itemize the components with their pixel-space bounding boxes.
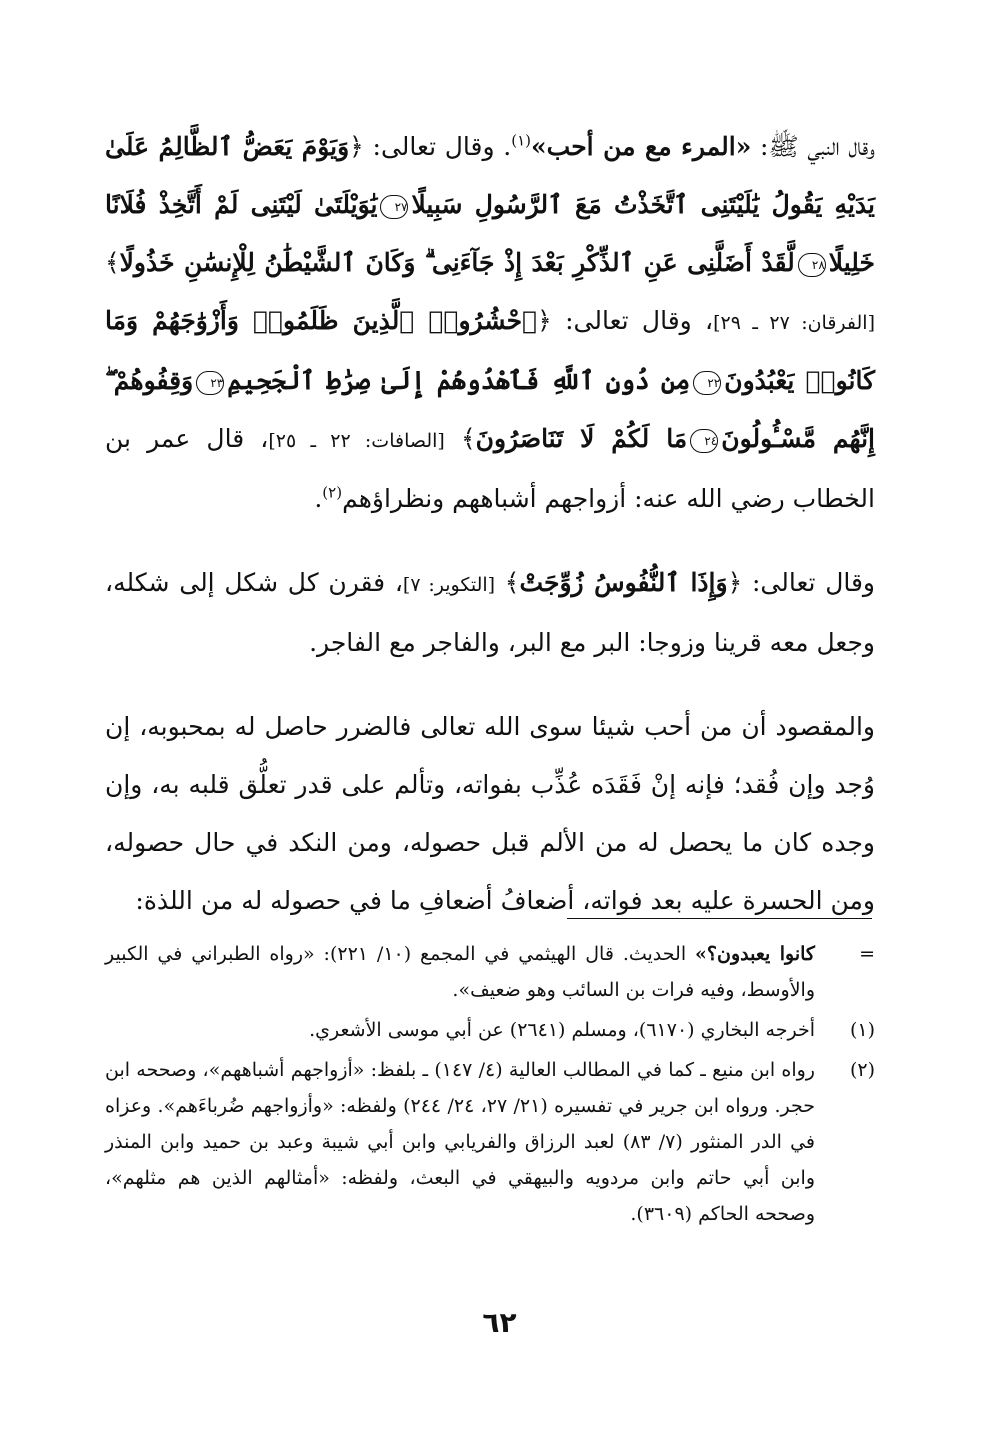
intro-text: وقال النبي ﷺ:	[751, 132, 876, 161]
text-segment: . وقال تعالى:	[363, 132, 512, 161]
text-segment: ، فقرن كل شكل إلى شكله، وجعل معه قرينا وزوجا: البر مع البر، والفاجر مع الفاجر.	[105, 568, 875, 657]
surah-reference: [التكوير: ٧]	[402, 574, 496, 596]
ornate-bracket-open: ﴿	[349, 132, 364, 161]
quran-verse: مِن دُونِ ٱللَّهِ فَٱهْدُوهُمْ إِلَىٰ صِرَٰطِ ٱلْجَحِيمِ	[227, 366, 691, 395]
footnote-bold-text: كانوا يعبدون؟»	[695, 943, 815, 965]
ayah-marker: ٢٨	[798, 253, 826, 277]
footnote-ref-1: (١)	[511, 131, 532, 150]
footnote-2	[105, 1052, 875, 1232]
quran-verse: لَّقَدْ أَضَلَّنِى عَنِ ٱلذِّكْرِ بَعْدَ إِذْ جَآءَنِى ۗ وَكَانَ ٱلشَّيْطَٰنُ لِلْإِنسَٰنِ خَذُولًا	[119, 248, 795, 277]
footnote-continued	[105, 936, 875, 1008]
quran-verse: مَا لَكُمْ لَا تَنَاصَرُونَ	[475, 424, 688, 453]
paragraph-3	[105, 698, 875, 930]
umar-quote: ، قال عمر بن الخطاب رضي الله عنه: أزواجهم أشباههم ونظراؤهم	[105, 424, 875, 513]
quran-verse: وَقِفُوهُمْ ۖ إِنَّهُم مَّسْـُٔولُونَ	[105, 366, 875, 453]
footnote-ref-2: (٢)	[322, 483, 343, 502]
text-segment: .	[314, 484, 323, 513]
quran-verse: وَإِذَا ٱلنُّفُوسُ زُوِّجَتْ	[519, 568, 728, 597]
surah-reference: [الفرقان: ٢٧ ـ ٢٩]	[713, 312, 875, 334]
footnote-text: أخرجه البخاري (٦١٧٠)، ومسلم (٢٦٤١) عن أبي موسى الأشعري.	[309, 1019, 815, 1041]
footnote-mark: (٢)	[849, 1059, 875, 1081]
footnote-separator	[567, 918, 872, 919]
text-segment: ، وقال تعالى:	[551, 306, 714, 335]
intro-text: وقال تعالى:	[742, 568, 875, 597]
ornate-bracket-open: ﴿	[537, 306, 552, 335]
hadith-quote: «المرء مع من أحب»	[531, 132, 752, 161]
paragraph-2	[105, 554, 875, 672]
ayah-marker: ٢٤	[690, 429, 718, 453]
footnote-mark: =	[859, 943, 875, 965]
footnote-text: رواه ابن منيع ـ كما في المطالب العالية (٤/ ١٤٧) ـ بلفظ: «أزواجهم أشباههم»، وصححه ابن حجر. ورواه ابن جرير في تفسيره (٢١/ ٢٧، ٢٤/ ٢٤٤) ولفظه: «وأزواجهم ضُرباءَهم». وعزاه في الدر المنثور (٧/ ٨٣) لعبد الرزاق والفريابي وابن أبي شيبة وعبد بن حميد وابن المنذر وابن أبي حاتم وابن مردويه والبيهقي في البعث، ولفظه: «أمثالهم الذين هم مثلهم»، وصححه الحاكم (٣٦٠٩).	[105, 1059, 815, 1225]
ayah-marker: ٢٣	[196, 371, 224, 395]
quran-verse: وَيَوْمَ يَعَضُّ ٱلظَّالِمُ عَلَىٰ يَدَيْهِ يَقُولُ يَٰلَيْتَنِى ٱتَّخَذْتُ مَعَ ٱلرَّسُولِ سَبِيلًا	[105, 132, 875, 219]
ornate-bracket-close: ﴾	[504, 568, 520, 597]
quran-verse: يَٰوَيْلَتَىٰ لَيْتَنِى لَمْ أَتَّخِذْ فُلَانًا خَلِيلًا	[105, 190, 875, 277]
ayah-marker: ٢٢	[693, 371, 721, 395]
paragraph-1	[105, 118, 875, 528]
footnotes	[105, 936, 875, 1232]
ornate-bracket-close: ﴾	[460, 424, 476, 453]
footnote-text: الحديث. قال الهيثمي في المجمع (١٠/ ٢٢١): «رواه الطبراني في الكبير والأوسط، وفيه فرات بن السائب وهو ضعيف».	[105, 943, 815, 1001]
surah-reference: [الصافات: ٢٢ ـ ٢٥]	[268, 430, 445, 452]
footnote-mark: (١)	[849, 1019, 875, 1041]
page-number: ٦٢	[482, 1306, 517, 1339]
ayah-marker: ٢٧	[380, 195, 408, 219]
main-text	[105, 118, 875, 930]
ornate-bracket-open: ﴿	[727, 568, 743, 597]
quran-verse: ٱحْشُرُوا۟ ٱلَّذِينَ ظَلَمُوا۟ وَأَزْوَٰجَهُمْ وَمَا كَانُوا۟ يَعْبُدُونَ	[105, 306, 875, 395]
footnote-1	[105, 1012, 875, 1048]
ornate-bracket-close: ﴾	[105, 248, 120, 277]
text-segment: والمقصود أن من أحب شيئا سوى الله تعالى فالضرر حاصل له بمحبوبه، إن وُجد وإن فُقد؛ فإنه إنْ فَقَدَه عُذِّب بفواته، وتألم على قدر تعلُّق قلبه به، وإن وجده كان ما يحصل له من الألم قبل حصوله، ومن النكد في حال حصوله، ومن الحسرة عليه بعد فواته، أضعافُ أضعافِ ما في حصوله له من اللذة:	[105, 712, 875, 915]
